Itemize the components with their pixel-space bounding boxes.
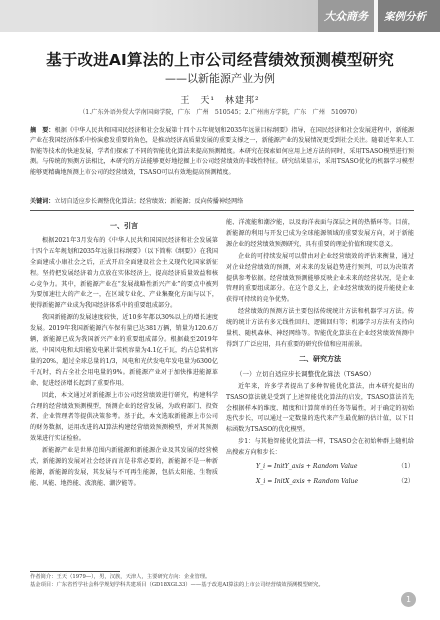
paper-authors: 王 天¹ 林建邦²: [180, 96, 260, 106]
footnote-divider: [30, 571, 120, 572]
paragraph: 我国新能源的发展速度较快，近10多年都以30%以上的增长速度发展。2019年我国新能源汽车保有量已达381万辆，销量为120.6万辆，新能源已成为我国新兴产业的重要组成部分。根据截至2019年底，中国风电和太阳能发电累计装机容量为4.1亿千瓦，约占总装机容量的20%，超过全球总量的1/3，风电和光伏发电年发电量为6300亿千瓦时，约占全社会用电量的9%。新能源产业对于加快推进能源革命、促进经济增长起到了重要作用。: [30, 314, 218, 387]
journal-header-bar: [0, 0, 440, 32]
keywords-label: 关键词：: [30, 198, 55, 205]
equation-text: Y_i = InitY_axis + Random Value: [256, 463, 358, 471]
equation-text: X_i = InitX_axis + Random Value: [256, 477, 359, 485]
page-number-badge: 1: [401, 592, 416, 607]
abstract-label: 摘 要：: [30, 127, 55, 134]
paragraph: 企业的可持续发展可以借由对企业经营绩效的评估来衡量，通过对企业经营绩效的预测，对未来的发展趋势进行预判，可以为决策者提供参考依据。经营绩效预测能够反映企业未来的经营状况，是企业管理的重要组成部分。在这个意义上，企业经营绩效的提升能使企业获得可持续的竞争优势。: [226, 252, 414, 304]
paragraph: 根据2021年3月发布的《中华人民共和国国民经济和社会发展第十四个五年规划和2035年远景目标纲要》（以下简称《纲要》）在我国全面建成小康社会之后，正式开启全面建设社会主义现代化国家新征程。坚持把发展经济着力点放在实体经济上，提高经济质量效益和核心竞争力。其中，新能源产业在“发展战略性新兴产业”的要点中被列为要加速壮大的产业之一，在区域专业化、产业集聚化方面与以下，使得新能源产业成为我国经济体系中的重要组成部分。: [30, 236, 218, 310]
footnote-funding: 基金项目：广东省哲学社会科学规划学科共建项目（GD18XGL33）——基于改进AI算法的上市公司经营绩效预测模型研究。: [30, 582, 324, 588]
footnote-author-bio: 作者简介：王天（1979—），男，汉族，天津人，主要研究方向：企业管理。: [30, 574, 211, 580]
paragraph: 因此，本文通过对新能源上市公司经营绩效进行研究，构建科学合理的经营绩效预测模型，预测企业的经营发展，为政府部门、投资者、企业管理者等提供决策参考。基于此，本文选取新能源上市公司的财务数据，运用改进的AI算法构建经营绩效预测模型，并对其预测效果进行实证检验。: [30, 391, 218, 443]
magazine-name: 大众商务: [318, 0, 374, 32]
paper-title: 基于改进AI算法的上市公司经营绩效预测模型研究: [46, 51, 394, 69]
header-fade: [148, 0, 318, 32]
section-name: 案例分析: [378, 0, 440, 32]
section-heading-methods: 二、研究方法: [299, 354, 341, 363]
equation-2: [226, 475, 414, 490]
abstract-divider: [30, 210, 414, 211]
header-badges: [148, 0, 440, 32]
keywords: [30, 196, 414, 205]
right-column: [226, 218, 414, 490]
section-heading-intro: 一、引言: [110, 222, 138, 230]
paragraph: 步1：与其他智能优化算法一样，TSASO会在初始种群上随机给出搜索方向和步长：: [226, 438, 414, 457]
keywords-text: 立切自适应步长调整优化算法；经营绩效；新能源；反向传播神经网络: [54, 198, 244, 205]
paragraph: 近年来，许多学者提出了多种智能优化算法，由本研究提出的TSASO算法就是受到了上述智能优化算法的启发，TSASO算法首先会根据样本的维度、精度和计算简单的任务等属性，对于确定的初始迭代步长，可以通过一定数量的迭代来产生最优解的估计值，以下目标函数为TSASO的优化模型。: [226, 382, 414, 434]
abstract-text: 根据《中华人民共和国国民经济和社会发展第十四个五年规划和2035年远景目标纲要》指导，在国民经济和社会发展进程中，新能源产业在我国经济体系中扮演愈发重要的角色，是推动经济高质量发展的重要支撑之一，新能源产业的发展情况更受到社会关注。随着近年来人工智能等技术的快速发展，学者们探索了不同的智能优化算法来提高预测精度。本研究在探索如何应用上述方法的同时，采用TSASO模型进行预测。与传统的预测方法相比，本研究的方法能够更好地挖掘上市公司经营绩效的非线性特征。研究结果显示，采用TSASO优化的机器学习模型能够更精确地预测上市公司的经营绩效，TSASO可以有效地提高预测精度。: [30, 127, 415, 176]
paper-subtitle: ——以新能源产业为例: [165, 72, 275, 85]
left-column: [30, 218, 218, 491]
equation-number: （2）: [397, 477, 414, 485]
equation-1: [226, 460, 414, 475]
header-divider: [374, 0, 378, 32]
paragraph: 新能源产业是世界范围内新能源和新能源企业及其发展的经营模式，新能源的发展对社会经济而言是非常必要的，新能源不是一种新能源，新能源的发展，其发展与不可再生能源，包括太阳能、生物质能、风能、地热能、波浪能、潮汐能等。: [30, 447, 218, 487]
paragraph: 能、洋流能和潮汐能，以及海洋表面与深层之间的热循环等。目前，新能源的利用与开发已成为全球能源领域的重要发展方向，对于新能源企业的经营绩效预测研究，具有重要的理论价值和现实意义。: [226, 219, 414, 248]
equation-number: （1）: [397, 463, 414, 471]
author-affiliation: （1.广东外语外贸大学南国商学院，广东 广州 510545；2.广州南方学院，广东 广州 510970）: [79, 109, 361, 116]
subsection-heading-tsaso: （一）立切自适应步长调整优化算法（TSASO）: [236, 369, 375, 378]
paragraph: 经营绩效的预测方法主要包括传统统计方法和机器学习方法。传统的统计方法有多元线性回归、逻辑回归等；机器学习方法有支持向量机、随机森林、神经网络等。智能优化算法在企业经营绩效预测中得到了广泛应用，具有重要的研究价值和应用前景。: [226, 308, 414, 348]
abstract: [30, 126, 414, 178]
